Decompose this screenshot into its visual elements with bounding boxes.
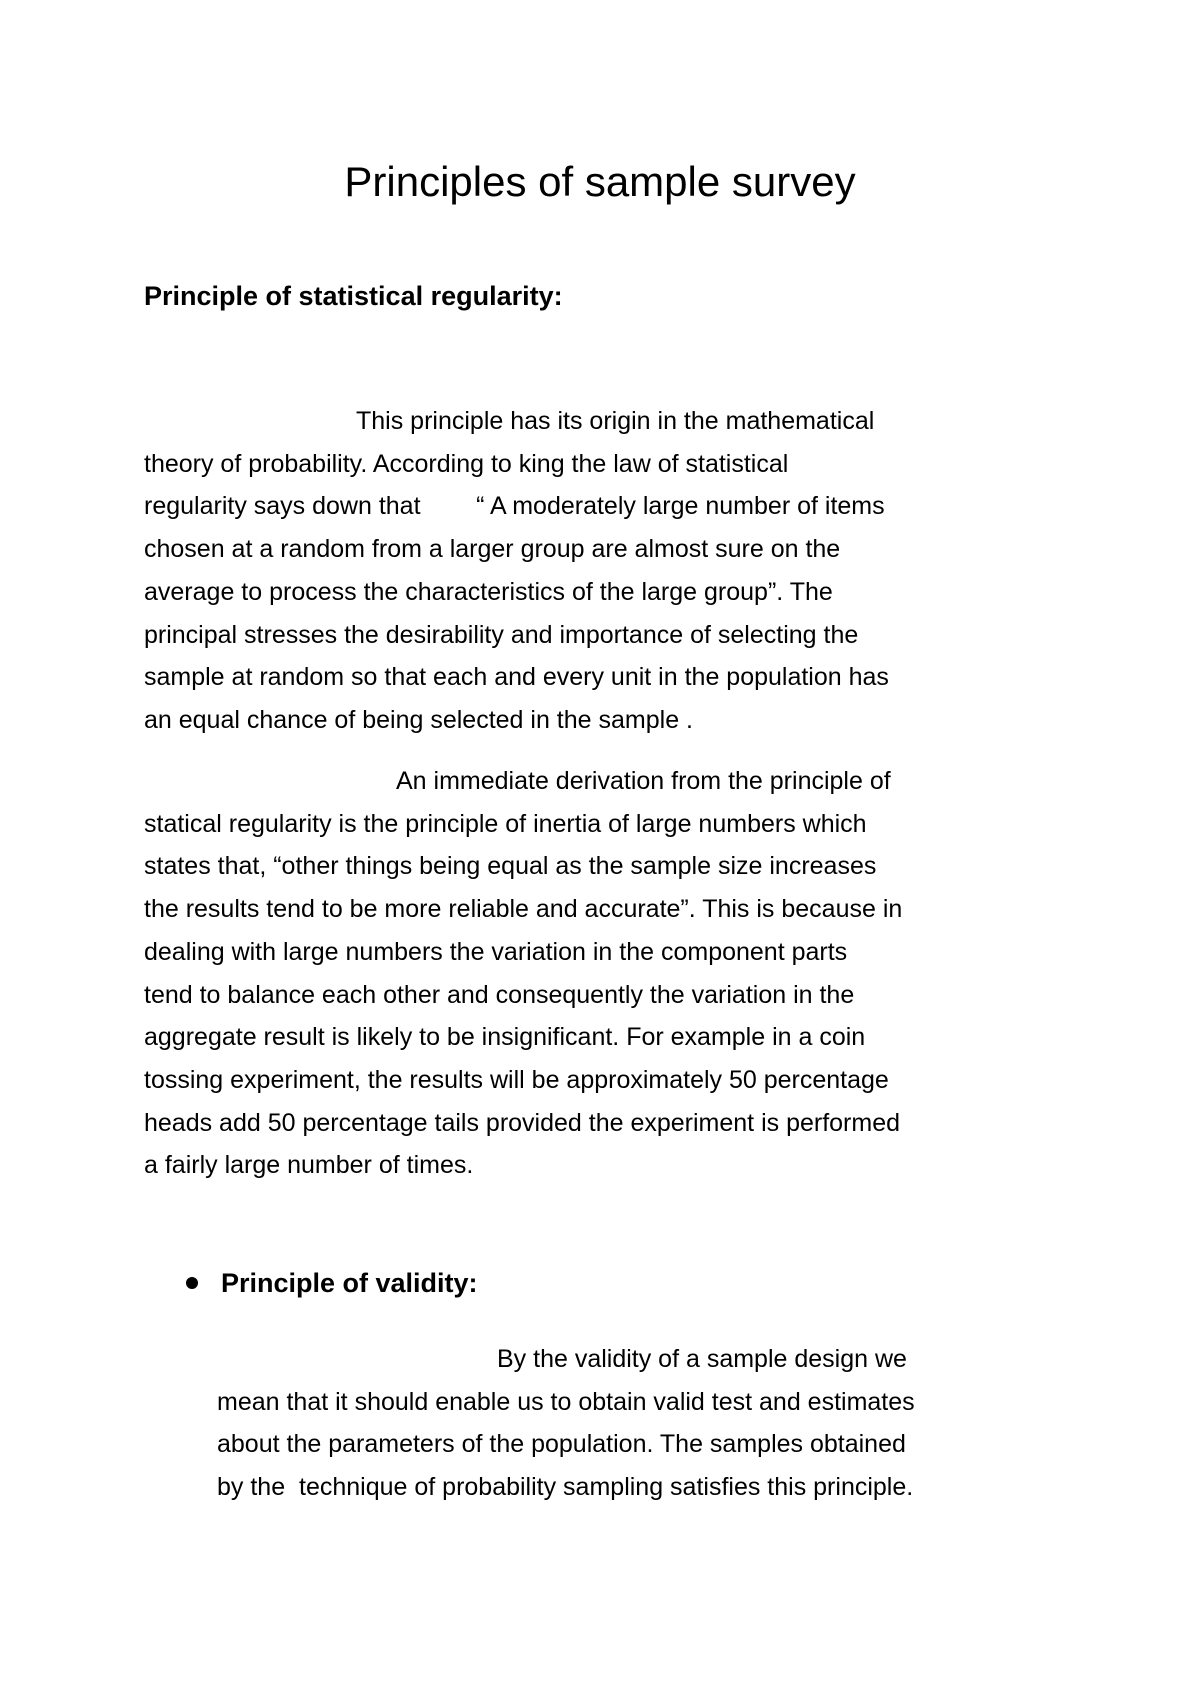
paragraph-line: dealing with large numbers the variation in the component parts [144, 937, 848, 966]
document-title: Principles of sample survey [344, 158, 856, 205]
bullet-dot-icon [186, 1277, 198, 1289]
paragraph-line: tossing experiment, the results will be approximately 50 percentage [144, 1065, 889, 1094]
paragraph-line: By the validity of a sample design we [497, 1345, 907, 1373]
paragraph-line: average to process the characteristics of the large group”. The [144, 577, 833, 606]
bullet-item-principle-of-validity [186, 1262, 478, 1304]
paragraph-line: states that, “other things being equal as the sample size increases [144, 852, 877, 881]
paragraph-line: theory of probability. According to king the law of statistical [144, 449, 789, 478]
paragraph-line: An immediate derivation from the principle of [396, 767, 891, 795]
paragraph-line: regularity says down that “ A moderately large number of items [144, 492, 885, 521]
paragraph-line: aggregate result is likely to be insignificant. For example in a coin [144, 1023, 866, 1052]
paragraph-line: tend to balance each other and consequently the variation in the [144, 980, 855, 1009]
section-heading-validity: Principle of validity: [221, 1268, 478, 1298]
paragraph-line: an equal chance of being selected in the sample . [144, 705, 693, 734]
paragraph-statistical-regularity-2 [144, 760, 1064, 1187]
paragraph-line: sample at random so that each and every unit in the population has [144, 663, 889, 692]
section-heading-statistical-regularity: Principle of statistical regularity: [144, 281, 563, 311]
paragraph-line: a fairly large number of times. [144, 1151, 474, 1180]
paragraph-line: about the parameters of the population. The samples obtained [217, 1430, 906, 1459]
paragraph-line: This principle has its origin in the mathematical [356, 407, 875, 435]
paragraph-validity [217, 1338, 1097, 1509]
paragraph-line: by the technique of probability sampling satisfies this principle. [217, 1473, 914, 1502]
paragraph-statistical-regularity-1 [144, 400, 1064, 742]
paragraph-line: mean that it should enable us to obtain valid test and estimates [217, 1387, 915, 1416]
paragraph-line: chosen at a random from a larger group are almost sure on the [144, 535, 841, 564]
paragraph-line: principal stresses the desirability and importance of selecting the [144, 620, 859, 649]
paragraph-line: the results tend to be more reliable and accurate”. This is because in [144, 895, 903, 924]
paragraph-line: heads add 50 percentage tails provided the experiment is performed [144, 1108, 901, 1137]
paragraph-line: statical regularity is the principle of inertia of large numbers which [144, 809, 867, 838]
